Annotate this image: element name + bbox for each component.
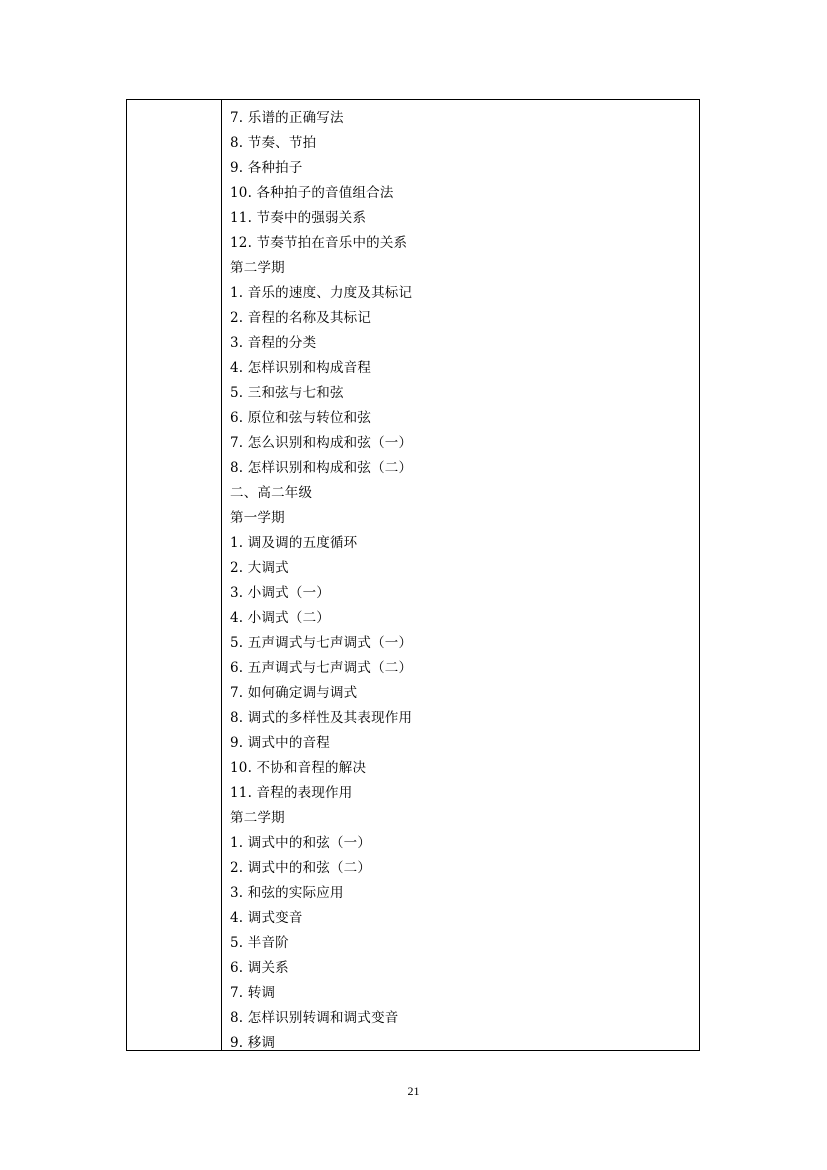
list-item: 5. 三和弦与七和弦 [230, 385, 344, 401]
list-item: 3. 小调式（一） [230, 585, 330, 601]
list-item: 4. 小调式（二） [230, 610, 330, 626]
list-item: 6. 调关系 [230, 960, 289, 976]
list-item: 7. 如何确定调与调式 [230, 685, 358, 701]
list-item: 9. 各种拍子 [230, 160, 303, 176]
list-item: 11. 音程的表现作用 [230, 785, 353, 801]
list-item: 12. 节奏节拍在音乐中的关系 [230, 235, 408, 251]
list-item: 9. 移调 [230, 1035, 276, 1050]
list-item: 4. 调式变音 [230, 910, 303, 926]
list-item: 3. 和弦的实际应用 [230, 885, 344, 901]
table-content-cell [222, 100, 699, 1050]
list-item: 10. 不协和音程的解决 [230, 760, 367, 776]
list-item: 8. 节奏、节拍 [230, 135, 317, 151]
list-item: 8. 怎样识别转调和调式变音 [230, 1010, 399, 1026]
list-item: 11. 节奏中的强弱关系 [230, 210, 367, 226]
semester-heading: 第一学期 [230, 510, 285, 526]
page-number: 21 [407, 1084, 420, 1098]
semester-heading: 第二学期 [230, 810, 285, 826]
list-item: 9. 调式中的音程 [230, 735, 330, 751]
course-topic-list [230, 106, 699, 1050]
list-item: 5. 半音阶 [230, 935, 289, 951]
list-item: 8. 怎样识别和构成和弦（二） [230, 460, 413, 476]
list-item: 6. 原位和弦与转位和弦 [230, 410, 372, 426]
list-item: 7. 怎么识别和构成和弦（一） [230, 435, 413, 451]
list-item: 1. 音乐的速度、力度及其标记 [230, 285, 413, 301]
list-item: 1. 调式中的和弦（一） [230, 835, 372, 851]
list-item: 4. 怎样识别和构成音程 [230, 360, 372, 376]
grade-heading: 二、高二年级 [230, 485, 313, 501]
list-item: 1. 调及调的五度循环 [230, 535, 358, 551]
list-item: 3. 音程的分类 [230, 335, 317, 351]
table-left-cell [127, 100, 222, 1050]
list-item: 6. 五声调式与七声调式（二） [230, 660, 413, 676]
list-item: 7. 转调 [230, 985, 276, 1001]
semester-heading: 第二学期 [230, 260, 285, 276]
list-item: 2. 音程的名称及其标记 [230, 310, 372, 326]
list-item: 8. 调式的多样性及其表现作用 [230, 710, 413, 726]
list-item: 5. 五声调式与七声调式（一） [230, 635, 413, 651]
curriculum-table [126, 99, 700, 1051]
list-item: 2. 调式中的和弦（二） [230, 860, 372, 876]
list-item: 2. 大调式 [230, 560, 289, 576]
list-item: 10. 各种拍子的音值组合法 [230, 185, 394, 201]
list-item: 7. 乐谱的正确写法 [230, 110, 344, 126]
